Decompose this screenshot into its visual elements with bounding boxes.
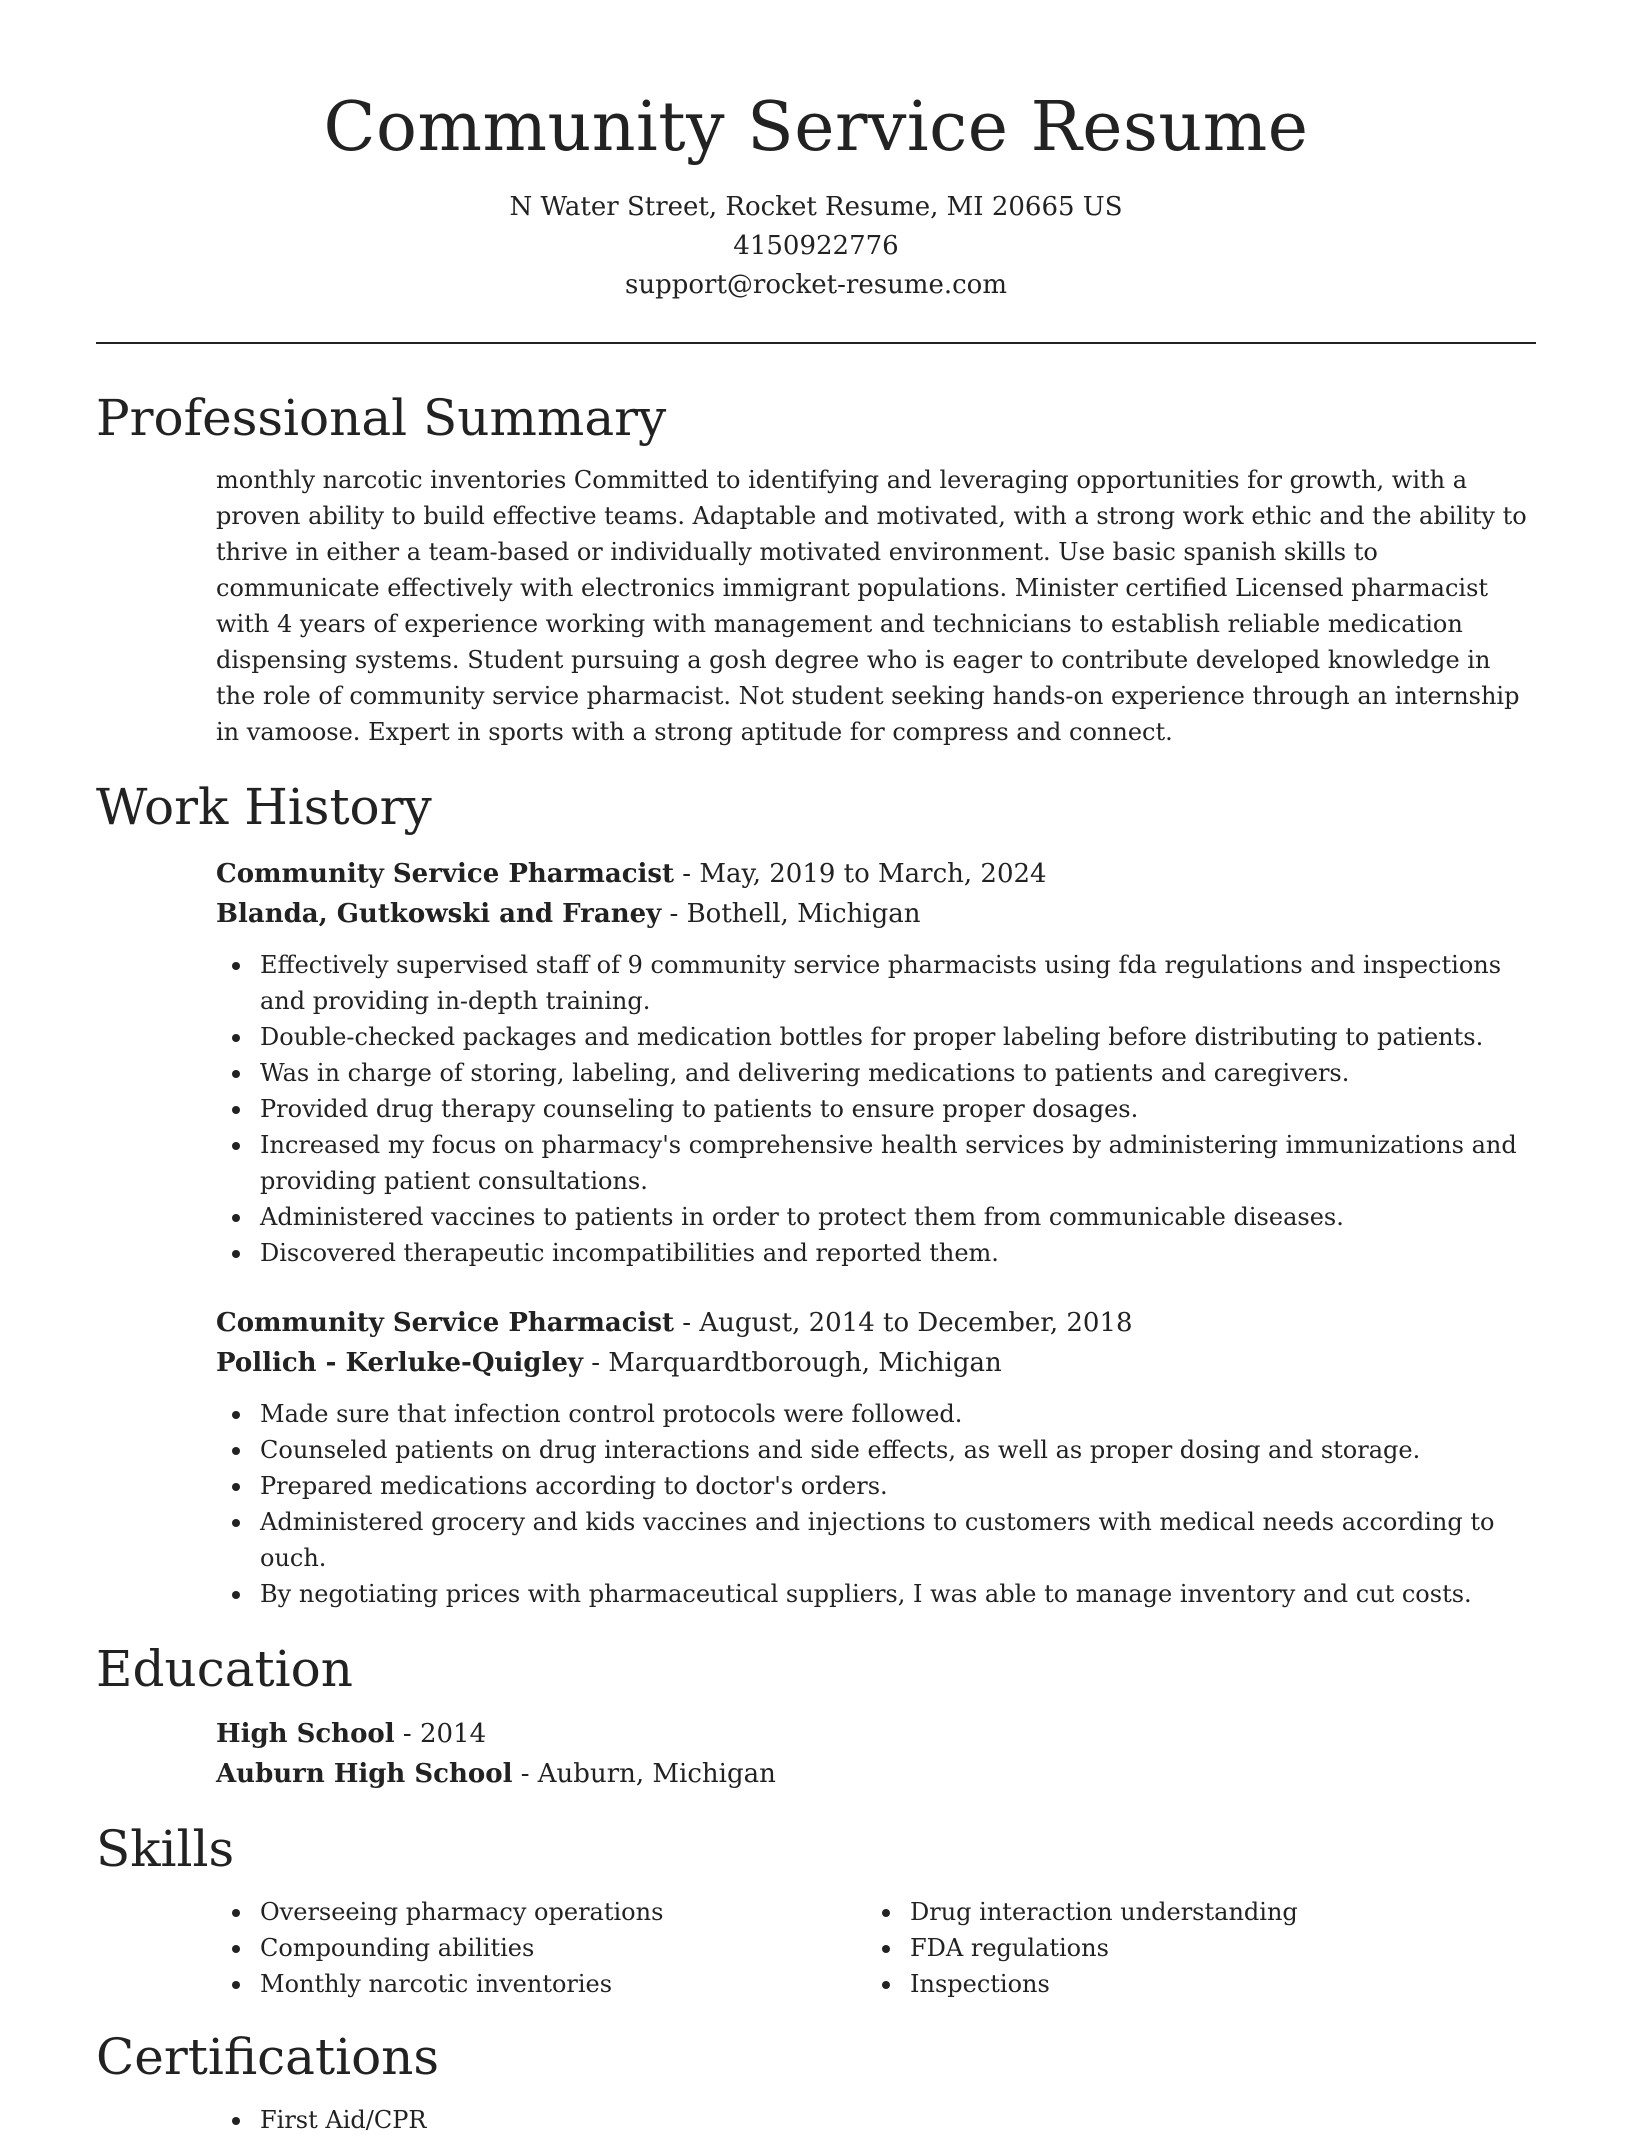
job-duty: Double-checked packages and medication bottles for proper labeling before distributing to patients. [216,1019,1536,1055]
job-duties-list [216,1396,1536,1612]
job-duty: Administered vaccines to patients in order to protect them from communicable diseases. [216,1199,1536,1235]
job-duty: Effectively supervised staff of 9 community service pharmacists using fda regulations and inspections and providing in-depth training. [216,947,1536,1019]
job-employer: Blanda, Gutkowski and Franey [216,899,662,929]
skill-item: Inspections [866,1966,1516,2002]
skills-column-right [866,1894,1516,2002]
job-location: - Marquardtborough, Michigan [582,1348,1002,1378]
job-entry [216,854,1536,1271]
job-entry [216,1303,1536,1612]
education-degree: High School [216,1719,395,1749]
contact-address: N Water Street, Rocket Resume, MI 20665 US [509,192,1123,222]
education-heading: Education [96,1640,353,1698]
education-location: - Auburn, Michigan [512,1759,776,1789]
job-dates: - August, 2014 to December, 2018 [674,1308,1133,1338]
job-employer-line [216,1343,1536,1383]
resume-page [96,0,1536,2138]
job-employer-line [216,894,1536,934]
work-history-list [216,854,1536,1612]
job-title-line [216,1303,1536,1343]
job-duty: Prepared medications according to doctor's orders. [216,1468,1536,1504]
education-degree-line [216,1714,1536,1754]
education-year: - 2014 [394,1719,487,1749]
job-duty: Provided drug therapy counseling to patients to ensure proper dosages. [216,1091,1536,1127]
skills-grid [216,1894,1536,2002]
certifications-list [216,2102,1536,2138]
summary-heading: Professional Summary [96,389,667,447]
skill-item: Compounding abilities [216,1930,866,1966]
certifications-list-wrap [216,2102,1536,2138]
job-duties-list [216,947,1536,1271]
contact-phone: 4150922776 [733,231,899,261]
job-employer: Pollich - Kerluke-Quigley [216,1348,583,1378]
job-duty: Discovered therapeutic incompatibilities and reported them. [216,1235,1536,1271]
job-duty: Made sure that infection control protocols were followed. [216,1396,1536,1432]
job-duty: Counseled patients on drug interactions and side effects, as well as proper dosing and storage. [216,1432,1536,1468]
resume-header [96,0,1536,305]
skill-item: FDA regulations [866,1930,1516,1966]
work-history-heading: Work History [96,778,432,836]
job-duty: Administered grocery and kids vaccines and injections to customers with medical needs according to ouch. [216,1504,1536,1576]
skill-item: Overseeing pharmacy operations [216,1894,866,1930]
contact-email: support@rocket-resume.com [624,270,1007,300]
education-school-line [216,1754,1536,1794]
skill-item: Drug interaction understanding [866,1894,1516,1930]
skills-column-left [216,1894,866,2002]
job-duty: Was in charge of storing, labeling, and delivering medications to patients and caregivers. [216,1055,1536,1091]
certifications-heading: Certifications [96,2028,440,2086]
job-location: - Bothell, Michigan [661,899,921,929]
skill-item: Monthly narcotic inventories [216,1966,866,2002]
resume-title: Community Service Resume [323,88,1309,167]
skills-heading: Skills [96,1820,235,1878]
job-duty: By negotiating prices with pharmaceutical suppliers, I was able to manage inventory and cut costs. [216,1576,1536,1612]
job-title-line [216,854,1536,894]
education-school: Auburn High School [216,1759,513,1789]
job-duty: Increased my focus on pharmacy's comprehensive health services by administering immunizations and providing patient consultations. [216,1127,1536,1199]
certification-item: First Aid/CPR [216,2102,1536,2138]
job-title: Community Service Pharmacist [216,1308,675,1338]
education-entry [216,1714,1536,1794]
job-dates: - May, 2019 to March, 2024 [674,859,1047,889]
summary-text: monthly narcotic inventories Committed to identifying and leveraging opportunities for growth, with a proven ability to build effective teams. Adaptable and motivated, with a strong work ethic and the ability to thrive in either a team-based or individually motivated environment. Use basic spanish skills to communicate effectively with electronics immigrant populations. Minister certified Licensed pharmacist with 4 years of experience working with management and technicians to establish reliable medication dispensing systems. Student pursuing a gosh degree who is eager to contribute developed knowledge in the role of community service pharmacist. Not student seeking hands-on experience through an internship in vamoose. Expert in sports with a strong aptitude for compress and connect. [216,466,1527,746]
job-title: Community Service Pharmacist [216,859,675,889]
header-divider [96,342,1536,344]
